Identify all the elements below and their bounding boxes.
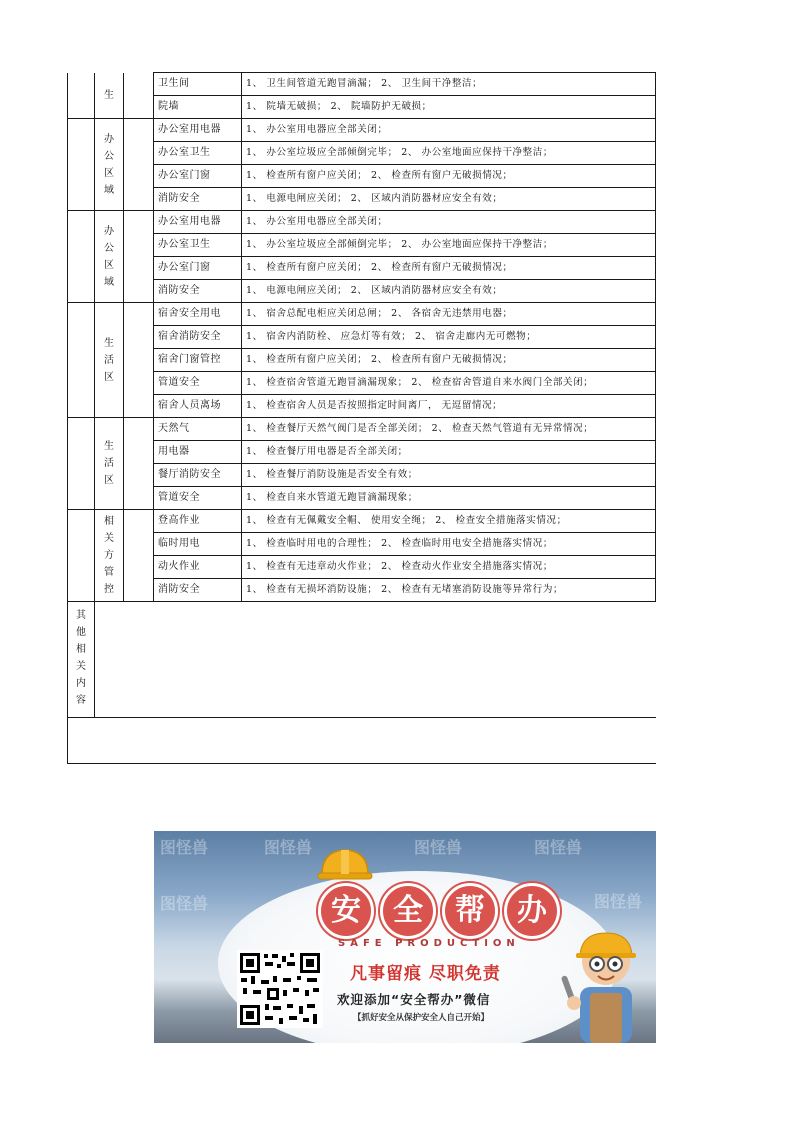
desc-cell: 1、 检查有无损坏消防设施； 2、 检查有无堵塞消防设施等异常行为；: [242, 579, 656, 602]
area-cell: 生活区: [95, 418, 124, 510]
table-row: [68, 349, 656, 372]
item-cell: 临时用电: [154, 533, 242, 556]
title-char: 帮: [442, 883, 498, 939]
other-content-label: 其他相关内容: [68, 602, 95, 718]
table-row: [68, 510, 656, 533]
table-row: [68, 395, 656, 418]
qr-code-icon: [237, 950, 323, 1028]
watermark: 图怪兽: [160, 894, 209, 913]
item-cell: 办公室卫生: [154, 234, 242, 257]
banner-slogan: 凡事留痕 尽职免责: [350, 964, 501, 984]
desc-cell: 1、 检查有无佩戴安全帽、 使用安全绳； 2、 检查安全措施落实情况；: [242, 510, 656, 533]
item-cell: 消防安全: [154, 188, 242, 211]
item-cell: 管道安全: [154, 372, 242, 395]
title-char: 安: [318, 883, 374, 939]
desc-cell: 1、 检查所有窗户应关闭； 2、 检查所有窗户无破损情况；: [242, 349, 656, 372]
desc-cell: 1、 检查宿舍管道无跑冒滴漏现象； 2、 检查宿舍管道自来水阀门全部关闭；: [242, 372, 656, 395]
item-cell: 管道安全: [154, 487, 242, 510]
desc-cell: 1、 检查所有窗户应关闭； 2、 检查所有窗户无破损情况；: [242, 165, 656, 188]
desc-cell: 1、 检查餐厅用电器是否全部关闭；: [242, 441, 656, 464]
table-row: [68, 326, 656, 349]
item-cell: 办公室门窗: [154, 257, 242, 280]
table-row: [68, 303, 656, 326]
area-cell: 生活区: [95, 303, 124, 418]
table-row: [68, 533, 656, 556]
desc-cell: 1、 检查餐厅消防设施是否安全有效；: [242, 464, 656, 487]
item-cell: 天然气: [154, 418, 242, 441]
item-cell: 办公室用电器: [154, 211, 242, 234]
blank-row: [68, 718, 656, 764]
desc-cell: 1、 宿舍内消防栓、 应急灯等有效； 2、 宿舍走廊内无可燃物；: [242, 326, 656, 349]
banner-subtitle: SAFE PRODUCTION: [338, 938, 520, 949]
table-row: [68, 142, 656, 165]
hard-hat-icon: [316, 845, 374, 885]
table-row: [68, 372, 656, 395]
inspection-table: [67, 72, 656, 764]
area-cell: 办公区域: [95, 119, 124, 211]
table-row: [68, 280, 656, 303]
desc-cell: 1、 办公室用电器应全部关闭；: [242, 119, 656, 142]
worker-mascot-icon: [560, 931, 648, 1043]
watermark: 图怪兽: [264, 838, 313, 857]
banner-slogan-wechat: 欢迎添加“安全帮办”微信: [337, 992, 491, 1007]
desc-cell: 1、 检查临时用电的合理性； 2、 检查临时用电安全措施落实情况；: [242, 533, 656, 556]
item-cell: 宿舍消防安全: [154, 326, 242, 349]
item-cell: 办公室用电器: [154, 119, 242, 142]
table-row: [68, 119, 656, 142]
desc-cell: 1、 检查所有窗户应关闭； 2、 检查所有窗户无破损情况；: [242, 257, 656, 280]
desc-cell: 1、 办公室垃圾应全部倾倒完毕； 2、 办公室地面应保持干净整洁；: [242, 142, 656, 165]
item-cell: 办公室门窗: [154, 165, 242, 188]
title-circles: [318, 883, 560, 939]
table-row: [68, 211, 656, 234]
area-cell: 生: [95, 73, 124, 119]
table-row: [68, 441, 656, 464]
table-row: [68, 464, 656, 487]
table-row: [68, 188, 656, 211]
promo-banner: [154, 831, 656, 1043]
desc-cell: 1、 办公室用电器应全部关闭；: [242, 211, 656, 234]
item-cell: 餐厅消防安全: [154, 464, 242, 487]
item-cell: 消防安全: [154, 579, 242, 602]
desc-cell: 1、 办公室垃圾应全部倾倒完毕； 2、 办公室地面应保持干净整洁；: [242, 234, 656, 257]
area-cell: 相关方管控: [95, 510, 124, 602]
desc-cell: 1、 电源电闸应关闭； 2、 区域内消防器材应安全有效；: [242, 188, 656, 211]
desc-cell: 1、 电源电闸应关闭； 2、 区域内消防器材应安全有效；: [242, 280, 656, 303]
watermark: 图怪兽: [414, 838, 463, 857]
item-cell: 办公室卫生: [154, 142, 242, 165]
title-char: 办: [504, 883, 560, 939]
table-row: [68, 579, 656, 602]
title-char: 全: [380, 883, 436, 939]
table-row: [68, 418, 656, 441]
item-cell: 用电器: [154, 441, 242, 464]
table-row: [68, 487, 656, 510]
banner-tagline: 【抓好安全从保护安全人自己开始】: [353, 1013, 490, 1023]
table-row: [68, 165, 656, 188]
watermark: 图怪兽: [594, 892, 643, 911]
item-cell: 登高作业: [154, 510, 242, 533]
desc-cell: 1、 检查宿舍人员是否按照指定时间离厂， 无逗留情况；: [242, 395, 656, 418]
item-cell: 院墙: [154, 96, 242, 119]
area-cell: 办公区域: [95, 211, 124, 303]
item-cell: 宿舍安全用电: [154, 303, 242, 326]
watermark: 图怪兽: [160, 838, 209, 857]
table-row: [68, 96, 656, 119]
other-content-row: [68, 602, 656, 718]
watermark: 图怪兽: [534, 838, 583, 857]
other-content-field: [95, 602, 656, 718]
item-cell: 宿舍人员离场: [154, 395, 242, 418]
item-cell: 动火作业: [154, 556, 242, 579]
table-row: [68, 234, 656, 257]
desc-cell: 1、 检查有无违章动火作业； 2、 检查动火作业安全措施落实情况；: [242, 556, 656, 579]
desc-cell: 1、 卫生间管道无跑冒滴漏； 2、 卫生间干净整洁；: [242, 73, 656, 96]
desc-cell: 1、 检查餐厅天然气阀门是否全部关闭； 2、 检查天然气管道有无异常情况；: [242, 418, 656, 441]
item-cell: 宿舍门窗管控: [154, 349, 242, 372]
table-row: [68, 556, 656, 579]
table-row: [68, 257, 656, 280]
item-cell: 卫生间: [154, 73, 242, 96]
table-row: [68, 73, 656, 96]
desc-cell: 1、 检查自来水管道无跑冒滴漏现象；: [242, 487, 656, 510]
desc-cell: 1、 宿舍总配电柜应关闭总闸； 2、 各宿舍无违禁用电器；: [242, 303, 656, 326]
desc-cell: 1、 院墙无破损； 2、 院墙防护无破损；: [242, 96, 656, 119]
item-cell: 消防安全: [154, 280, 242, 303]
